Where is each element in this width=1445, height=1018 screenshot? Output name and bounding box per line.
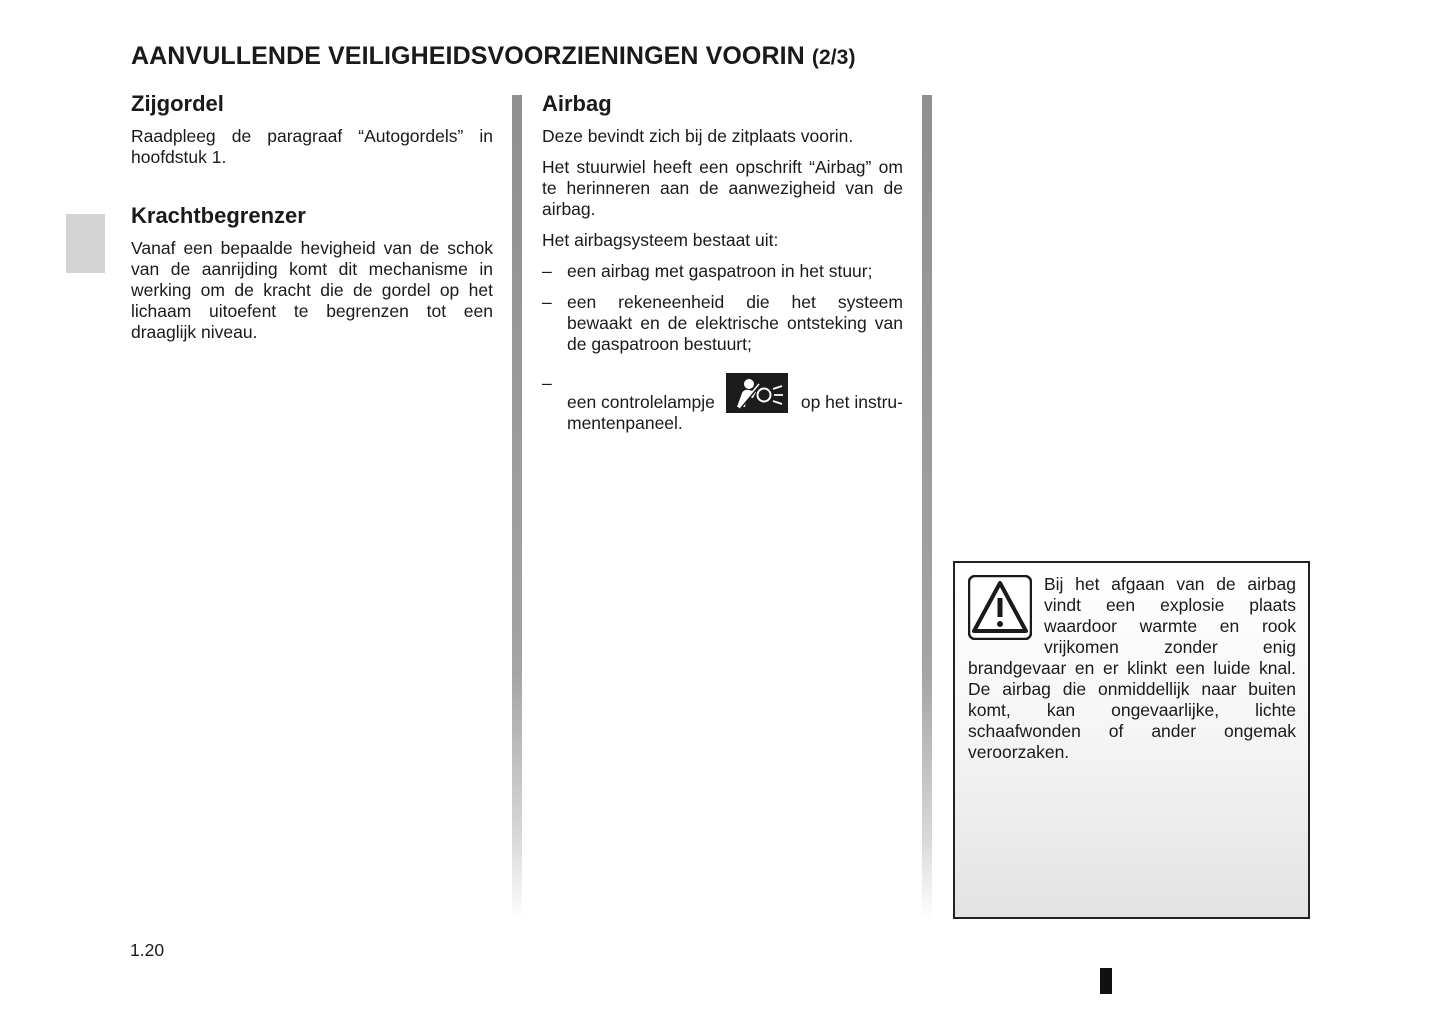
list-dash: – (542, 373, 552, 393)
list-item (542, 373, 903, 434)
list-item-text: een rekeneenheid die het systeem bewaakt en de elektrische ontsteking van de gaspatroon bestuurt; (567, 292, 903, 354)
airbag-heading: Airbag (542, 91, 612, 116)
left-column (131, 90, 493, 353)
list-item-text: een controlelampje (567, 392, 715, 412)
warning-triangle-icon (968, 575, 1032, 640)
lamp-line (567, 373, 903, 413)
krachtbegrenzer-text: Vanaf een bepaalde hevigheid van de schok van de aanrijding komt dit mechanisme in werking om de kracht die de gordel op het lichaam uitoefent te begrenzen tot een draaglijk niveau. (131, 238, 493, 342)
zijgordel-heading: Zijgordel (131, 91, 224, 116)
zijgordel-text: Raadpleeg de paragraaf “Autogordels” in hoofdstuk 1. (131, 126, 493, 167)
list-item-text: een airbag met gaspatroon in het stuur; (567, 261, 873, 281)
list-item-text-after: mentenpaneel. (567, 413, 683, 433)
lamp-text-after-start: op het instru- (800, 392, 903, 412)
airbag-warning-lamp-icon (726, 373, 788, 413)
page-number: 1.20 (130, 940, 165, 960)
list-dash: – (542, 261, 552, 281)
print-marker (1100, 968, 1112, 994)
page-title-text: AANVULLENDE VEILIGHEIDSVOORZIENINGEN VOORIN (131, 42, 805, 70)
airbag-paragraph: Het airbagsysteem bestaat uit: (542, 230, 779, 250)
warning-box (953, 561, 1310, 919)
column-divider-right (922, 95, 932, 920)
list-dash: – (542, 292, 552, 312)
chapter-tab-marker (66, 214, 105, 273)
airbag-paragraph: Het stuurwiel heeft een opschrift “Airbag” om te herinneren aan de aanwezigheid van de airbag. (542, 157, 903, 219)
column-divider-left (512, 95, 522, 920)
page-title-part: (2/3) (811, 46, 856, 69)
list-item (542, 292, 903, 355)
krachtbegrenzer-heading: Krachtbegrenzer (131, 203, 306, 228)
airbag-paragraph: Deze bevindt zich bij de zitplaats voorin. (542, 126, 854, 146)
page-title (131, 42, 856, 71)
warning-text: Bij het afgaan van de airbag vindt een explosie plaats waardoor warmte en rook vrijkomen zonder enig brandgevaar en er klinkt een luide knal. De airbag die onmiddellijk naar buiten komt, kan ongevaarlijke, lichte schaafwonden of ander ongemak veroorzaken. (968, 574, 1296, 762)
middle-column (542, 90, 903, 444)
list-item (542, 261, 903, 282)
